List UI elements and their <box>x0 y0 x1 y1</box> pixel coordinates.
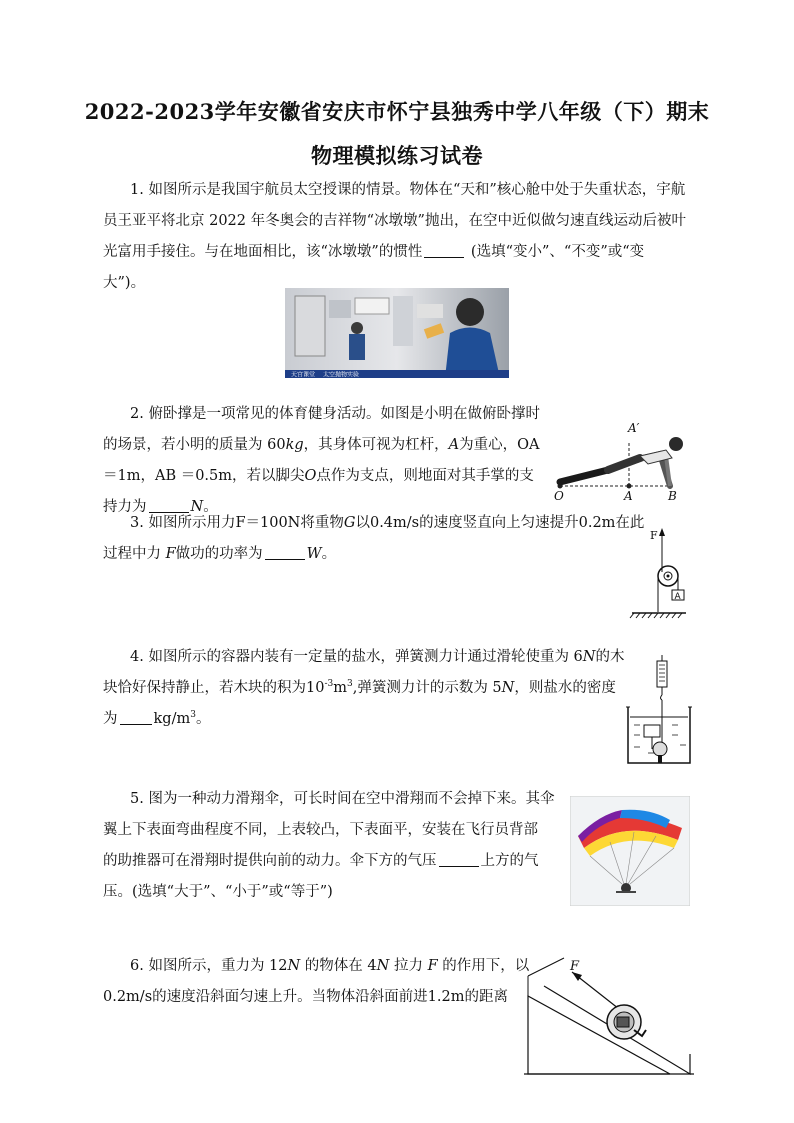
question-1-cont <box>103 206 686 299</box>
q4-line2: 块恰好保持静止，若木块的积为$10^{-3}m^3$,弹簧测力计的示数为 5N，则盐水的密度 <box>103 679 616 696</box>
q6-line2: 0.2m/s的速度沿斜面匀速上升。当物体沿斜面前进1.2m的距离 <box>103 989 508 1005</box>
paraglider-photo <box>570 796 690 906</box>
question-2 <box>130 399 540 430</box>
question-4-cont <box>103 673 616 735</box>
q1-line2: 员王亚平将北京 2022 年冬奥会的吉祥物“冰墩墩”抛出，在空中近似做匀速直线运动后被叶 <box>103 213 686 229</box>
photo-caption-right: 太空抛物实验 <box>323 371 360 378</box>
q5-line1: 5. 图为一种动力滑翔伞，可长时间在空中滑翔而不会掉下来。其伞 <box>130 791 555 807</box>
q4-line1: 4. 如图所示的容器内装有一定量的盐水，弹簧测力计通过滑轮使重为 6N的木 <box>130 649 625 665</box>
q6-line1: 6. 如图所示，重力为 12N 的物体在 4N 拉力 F 的作用下，以 <box>130 958 530 974</box>
q1-line1: 1. 如图所示是我国宇航员太空授课的情景。物体在“天和”核心舱中处于失重状态，宇航 <box>130 182 686 198</box>
question-5-cont <box>103 815 539 908</box>
q4-answer-blank[interactable] <box>120 710 152 725</box>
q1-line3: 光富用手接住。与在地面相比，该“冰墩墩”的惯性 (选填“变小”、“不变”或“变 <box>103 244 645 260</box>
photo-caption-left: 天宫课堂 <box>291 371 316 378</box>
label-F: F <box>650 529 658 542</box>
label-B: B <box>668 489 677 502</box>
q5-line2: 翼上下表面弯曲程度不同，上表较凸，下表面平，安装在飞行员背部 <box>103 822 538 838</box>
q4-line3: 为 $kg/m^3$。 <box>103 710 211 727</box>
q3-line2: 过程中力 F做功的功率为 W。 <box>103 546 337 562</box>
question-3 <box>130 508 644 539</box>
label-A-block: A <box>674 592 681 602</box>
question-6 <box>130 951 529 982</box>
q3-line1: 3. 如图所示用力F＝100N将重物G以0.4m/s的速度竖直向上匀速提升0.2m在此 <box>130 515 645 531</box>
q1-line4: 大”)。 <box>103 275 146 291</box>
question-6-cont <box>103 982 508 1013</box>
q2-line4: 持力为 N。 <box>103 499 218 515</box>
pulley-figure <box>628 524 688 620</box>
space-station-photo <box>285 288 509 378</box>
q3-answer-blank[interactable] <box>265 545 305 560</box>
question-4 <box>130 642 624 673</box>
incline-figure <box>524 950 694 1078</box>
label-F-incline: F <box>570 959 580 974</box>
spring-scale-container-figure <box>624 655 694 765</box>
q5-line3: 的助推器可在滑翔时提供向前的动力。伞下方的气压 上方的气 <box>103 853 539 869</box>
q2-line1: 2. 俯卧撑是一项常见的体育健身活动。如图是小明在做俯卧撑时 <box>130 406 540 422</box>
label-O: O <box>554 489 564 502</box>
label-A: A <box>624 489 633 502</box>
q5-answer-blank[interactable] <box>439 852 479 867</box>
question-1 <box>130 175 685 206</box>
q1-answer-blank[interactable] <box>424 243 464 258</box>
exam-title-line1: 2022-2023学年安徽省安庆市怀宁县独秀中学八年级（下）期末 <box>84 99 710 124</box>
question-5 <box>130 784 554 815</box>
q2-line3: ＝1m，AB ＝0.5m，若以脚尖O点作为支点，则地面对其手掌的支 <box>103 468 534 484</box>
q2-line2: 的场景，若小明的质量为 60kg，其身体可视为杠杆，A为重心，OA <box>103 437 540 453</box>
exam-title-line2: 物理模拟练习试卷 <box>311 143 483 168</box>
question-3-cont <box>103 539 336 570</box>
pushup-figure <box>548 410 698 502</box>
label-A-prime: A′ <box>628 421 640 435</box>
q5-line4: 压。(选填“大于”、“小于”或“等于”) <box>103 884 333 900</box>
